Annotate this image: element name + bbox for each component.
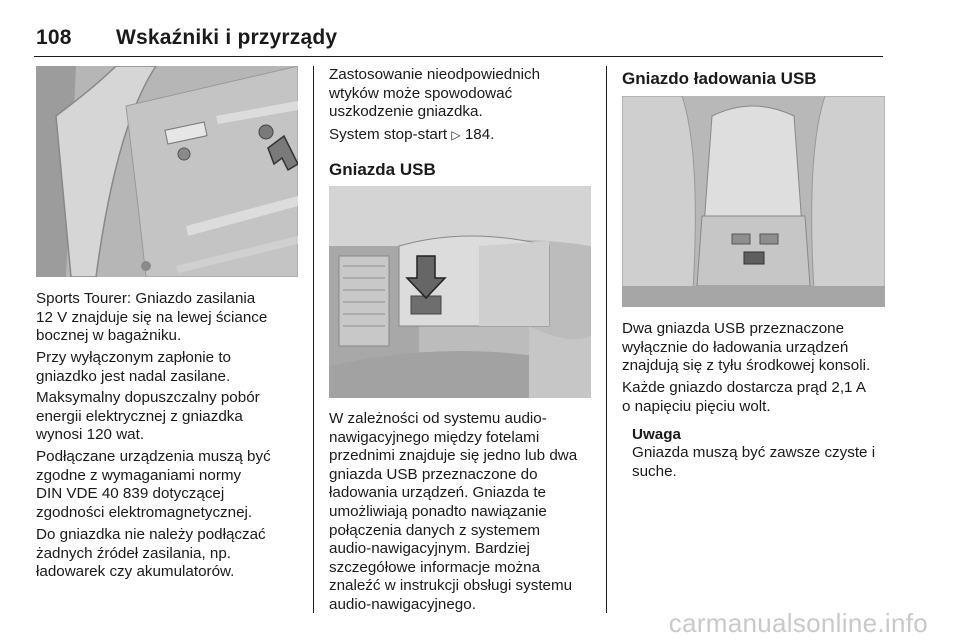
cross-reference [329, 126, 494, 145]
cross-reference-text: System stop-start [329, 126, 448, 143]
page-number: 108 [36, 26, 72, 49]
usb-socket-armrest-illustration [329, 186, 591, 398]
paragraph: Zastosowanie nieodpowiednich wtyków może spowodować uszkodzenie gniazdka. [329, 66, 541, 121]
paragraph: Dwa gniazda USB przeznaczone wyłącznie do ładowania urządzeń znajdują się z tyłu środkowej konsoli. [622, 320, 871, 375]
paragraph: Każde gniazdo dostarcza prąd 2,1 A o napięciu pięciu wolt. [622, 379, 867, 415]
paragraph: W zależności od systemu audio- nawigacyjnego między fotelami przednimi znajduje się jedno lub dwa gniazda USB przeznaczone do ładowania urządzeń. Gniazda te umożliwiają ponadto nawiązanie połączenia danych z systemem audio-nawigacyjnym. Bardziej szczegółowe informacje można znaleźć w instrukcji obsługi systemu audio-nawigacyjnego. [329, 410, 578, 613]
column-divider [606, 66, 607, 613]
paragraph: Podłączane urządzenia muszą być zgodne z wymaganiami normy DIN VDE 40 839 dotyczącej zgodności elektromagnetycznej. [36, 448, 271, 521]
note-title: Uwaga [632, 426, 681, 443]
watermark: carmanualsonline.info [668, 608, 928, 638]
paragraph: Przy wyłączonym zapłonie to gniazdko jest nadal zasilane. [36, 349, 231, 385]
note-text: Gniazda muszą być zawsze czyste i suche. [632, 444, 876, 480]
paragraph: Do gniazdka nie należy podłączać żadnych źródeł zasilania, np. ładowarek czy akumulatorów. [36, 526, 266, 581]
paragraph: Sports Tourer: Gniazdo zasilania 12 V znajduje się na lewej ściance bocznej w bagażniku. [36, 290, 268, 345]
column-divider [313, 66, 314, 613]
trunk-power-socket-illustration [36, 66, 298, 277]
paragraph: Maksymalny dopuszczalny pobór energii elektrycznej z gniazdka wynosi 120 wat. [36, 389, 260, 444]
cross-reference-page[interactable]: 184. [464, 126, 495, 143]
rear-usb-charging-sockets-illustration [622, 96, 885, 307]
section-heading: Gniazda USB [329, 160, 436, 179]
page-title: Wskaźniki i przyrządy [116, 26, 338, 49]
section-heading: Gniazdo ładowania USB [622, 69, 817, 88]
page-header [36, 26, 337, 50]
header-rule [34, 56, 883, 57]
reference-arrow-icon: ▷ [451, 128, 461, 142]
